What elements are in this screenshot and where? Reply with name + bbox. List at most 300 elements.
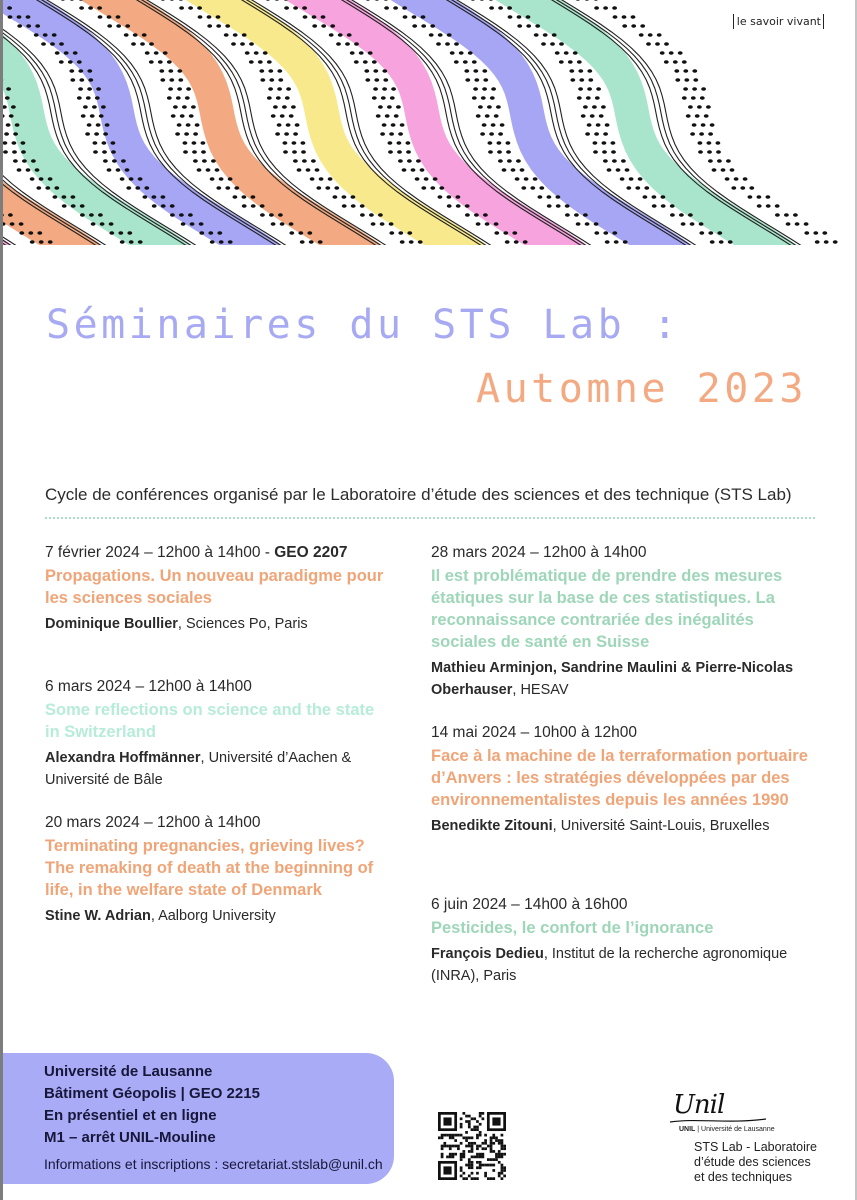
wave-dot <box>120 240 125 244</box>
wave-dot <box>699 231 704 235</box>
wave-dot <box>125 168 130 172</box>
wave-dot <box>13 132 18 136</box>
wave-dot <box>277 69 282 73</box>
wave-dot <box>690 132 695 136</box>
wave-dot <box>3 114 5 118</box>
wave-dot <box>506 150 511 154</box>
wave-dot <box>298 231 303 235</box>
wave-dot <box>394 114 399 118</box>
wave-dot <box>282 105 287 109</box>
wave-dot <box>708 231 713 235</box>
wave-dot <box>284 132 289 136</box>
wave-dot <box>170 204 175 208</box>
wave-dot <box>62 195 67 199</box>
wave-dot <box>716 141 721 145</box>
wave-dot <box>639 33 644 37</box>
event-date: 14 mai 2024 – 10h00 à 12h00 <box>431 724 637 741</box>
wave-dot <box>631 24 636 28</box>
wave-dot <box>36 186 41 190</box>
wave-dot <box>775 213 780 217</box>
wave-dot <box>338 33 343 37</box>
wave-dot <box>334 186 339 190</box>
wave-dot <box>249 42 254 46</box>
wave-dot <box>407 159 412 163</box>
wave-dot <box>251 195 256 199</box>
wave-dot <box>328 177 333 181</box>
wave-dot <box>125 24 130 28</box>
wave-dot <box>276 96 281 100</box>
wave-dot <box>757 195 762 199</box>
wave-dot <box>118 231 123 235</box>
intro-text: Cycle de conférences organisé par le Laboratoire d’étude des sciences et des technique (STS Lab) <box>45 485 792 504</box>
wave-dot <box>68 60 73 64</box>
wave-dot <box>8 213 13 217</box>
wave-dot <box>717 159 722 163</box>
wave-dot <box>670 204 675 208</box>
wave-dot <box>701 87 706 91</box>
wave-dot <box>285 96 290 100</box>
wave-dot <box>190 222 195 226</box>
registration-info: Informations et inscriptions : secretariat.stslab@unil.ch <box>44 1156 383 1172</box>
wave-dot <box>673 60 678 64</box>
wave-dot <box>447 33 452 37</box>
wave-dot <box>316 186 321 190</box>
wave-dot <box>83 105 88 109</box>
wave-dot <box>302 159 307 163</box>
wave-dot <box>21 141 26 145</box>
wave-dot <box>8 15 13 19</box>
wave-dot <box>300 240 305 244</box>
wave-dot <box>421 186 426 190</box>
wave-dot <box>456 204 461 208</box>
wave-dot <box>99 114 104 118</box>
wave-dot <box>100 222 105 226</box>
wave-dot <box>391 87 396 91</box>
wave-dot <box>71 204 76 208</box>
wave-dot <box>219 177 224 181</box>
wave-dot <box>267 96 272 100</box>
wave-dot <box>186 123 191 127</box>
wave-dot <box>61 0 66 1</box>
wave-dot <box>734 177 739 181</box>
wave-dot <box>707 150 712 154</box>
wave-dot <box>384 6 389 10</box>
wave-dot <box>530 186 535 190</box>
wave-dot <box>465 78 470 82</box>
event-item <box>431 895 791 987</box>
wave-dot <box>416 159 421 163</box>
wave-dot <box>260 213 265 217</box>
wave-dot <box>360 204 365 208</box>
wave-dot <box>502 168 507 172</box>
wave-dot <box>652 204 657 208</box>
wave-dot <box>15 123 20 127</box>
wave-dot <box>3 141 7 145</box>
wave-dot <box>330 24 335 28</box>
wave-dot <box>87 123 92 127</box>
wave-dot <box>631 15 636 19</box>
wave-dot <box>445 42 450 46</box>
wave-dot <box>406 141 411 145</box>
wave-dot <box>693 78 698 82</box>
wave-dot <box>109 231 114 235</box>
wave-dot <box>93 141 98 145</box>
wave-dot <box>242 204 247 208</box>
wave-dot <box>297 168 302 172</box>
wave-dot <box>496 105 501 109</box>
wave-dot <box>603 159 608 163</box>
wave-dot <box>149 42 154 46</box>
wave-dot <box>473 87 478 91</box>
wave-dot <box>269 78 274 82</box>
wave-dot <box>629 177 634 181</box>
wave-dot <box>234 186 239 190</box>
wave-dot <box>695 114 700 118</box>
wave-dot <box>520 168 525 172</box>
wave-dot <box>411 168 416 172</box>
wave-dot <box>652 195 657 199</box>
wave-dot <box>154 51 159 55</box>
wave-dot <box>48 177 53 181</box>
wave-dot <box>30 240 35 244</box>
wave-dot <box>378 105 383 109</box>
wave-dot <box>594 0 599 1</box>
wave-dot <box>682 60 687 64</box>
wave-dot <box>225 186 230 190</box>
wave-dot <box>487 105 492 109</box>
wave-dot <box>180 114 185 118</box>
wave-dot <box>55 51 60 55</box>
wave-dot <box>35 168 40 172</box>
wave-dot <box>240 42 245 46</box>
wave-dot <box>280 222 285 226</box>
wave-dot <box>216 186 221 190</box>
wave-dot <box>179 0 184 1</box>
wave-dot <box>585 132 590 136</box>
wave-dot <box>127 231 132 235</box>
wave-dot <box>245 51 250 55</box>
wave-dot <box>489 0 494 1</box>
wave-dot <box>454 42 459 46</box>
wave-dot <box>555 51 560 55</box>
wave-dot <box>824 240 829 244</box>
wave-dot <box>418 240 423 244</box>
event-title: Some reflections on science and the state in Switzerland <box>45 701 375 741</box>
wave-dot <box>286 87 291 91</box>
wave-dot <box>271 222 276 226</box>
wave-dot <box>318 240 323 244</box>
wave-dot <box>371 222 376 226</box>
wave-dot <box>292 150 297 154</box>
wave-dot <box>382 87 387 91</box>
wave-dot <box>215 168 220 172</box>
wave-dot <box>219 240 224 244</box>
wave-dot <box>691 96 696 100</box>
wave-dot <box>168 69 173 73</box>
wave-dot <box>372 96 377 100</box>
wave-dot <box>740 186 745 190</box>
venue-box <box>3 1053 394 1184</box>
wave-dot <box>345 42 350 46</box>
wave-dot <box>661 195 666 199</box>
wave-dot <box>683 69 688 73</box>
wave-dot <box>193 132 198 136</box>
wave-dot <box>201 141 206 145</box>
wave-dot <box>766 204 771 208</box>
dotted-divider <box>45 517 815 519</box>
wave-dot <box>793 213 798 217</box>
wave-dot <box>692 69 697 73</box>
wave-dot <box>277 87 282 91</box>
wave-dot <box>474 78 479 82</box>
wave-dot <box>607 168 612 172</box>
wave-dot <box>167 96 172 100</box>
wave-dot <box>266 0 271 1</box>
wave-dot <box>182 105 187 109</box>
wave-dot <box>670 213 675 217</box>
wave-dot <box>210 177 215 181</box>
wave-dot <box>347 33 352 37</box>
wave-dot <box>112 159 117 163</box>
wave-dot <box>71 195 76 199</box>
wave-dot <box>173 105 178 109</box>
wave-dot <box>103 132 108 136</box>
wave-dot <box>315 168 320 172</box>
wave-dot <box>189 114 194 118</box>
wave-dot <box>283 141 288 145</box>
wave-dot <box>730 168 735 172</box>
wave-dot <box>488 141 493 145</box>
wave-dot <box>712 168 717 172</box>
wave-dot <box>635 186 640 190</box>
wave-dot <box>12 141 17 145</box>
wave-dot <box>420 168 425 172</box>
wave-dot <box>489 6 494 10</box>
wave-dot <box>363 60 368 64</box>
wave-dot <box>178 78 183 82</box>
wave-dot <box>402 168 407 172</box>
wave-dot <box>62 204 67 208</box>
wave-dot <box>233 33 238 37</box>
wave-dot <box>149 60 154 64</box>
wave-dot <box>380 132 385 136</box>
wave-dot <box>594 132 599 136</box>
wave-dot <box>483 213 488 217</box>
wave-dot <box>550 42 555 46</box>
wave-dot <box>421 24 426 28</box>
wave-dot <box>498 6 503 10</box>
wave-dot <box>482 87 487 91</box>
wave-dot <box>201 150 206 154</box>
wave-dot <box>5 96 10 100</box>
wave-dot <box>688 105 693 109</box>
wave-dot <box>375 0 380 1</box>
wave-dot <box>107 24 112 28</box>
wave-dot <box>643 195 648 199</box>
wave-dot <box>342 195 347 199</box>
wave-dot <box>284 6 289 10</box>
wave-dot <box>97 6 102 10</box>
wave-dot <box>594 222 599 226</box>
wave-dot <box>21 150 26 154</box>
wave-hairline <box>497 0 854 245</box>
wave-dot <box>94 132 99 136</box>
wave-dot <box>402 6 407 10</box>
wave-dot <box>387 105 392 109</box>
wave-dot <box>291 105 296 109</box>
wave-dot <box>476 222 481 226</box>
wave-dot <box>289 222 294 226</box>
wave-dot <box>329 33 334 37</box>
wave-dot <box>465 204 470 208</box>
wave-dot <box>183 150 188 154</box>
wave-dot <box>73 51 78 55</box>
qr-code-icon[interactable] <box>438 1112 506 1180</box>
wave-dot <box>472 96 477 100</box>
wave-dot <box>382 69 387 73</box>
logo-swash-icon <box>668 1117 768 1125</box>
wave-dot <box>748 195 753 199</box>
wave-dot <box>50 42 55 46</box>
wave-dot <box>674 69 679 73</box>
wave-dot <box>494 114 499 118</box>
wave-dot <box>254 51 259 55</box>
wave-dot <box>429 33 434 37</box>
wave-dot <box>286 123 291 127</box>
wave-dot <box>197 168 202 172</box>
wave-dot <box>6 123 11 127</box>
wave-dot <box>152 204 157 208</box>
wave-dot <box>86 96 91 100</box>
wave-dot <box>372 60 377 64</box>
wave-dot <box>489 132 494 136</box>
wave-dot <box>333 195 338 199</box>
wave-dot <box>31 159 36 163</box>
wave-dot <box>202 159 207 163</box>
wave-dot <box>707 141 712 145</box>
wave-dot <box>131 42 136 46</box>
wave-dot <box>815 240 820 244</box>
wave-dot <box>39 240 44 244</box>
wave-dot <box>354 60 359 64</box>
wave-dot <box>17 168 22 172</box>
wave-dot <box>690 222 695 226</box>
wave-dot <box>378 213 383 217</box>
wave-dot <box>491 123 496 127</box>
wave-dot <box>454 60 459 64</box>
wave-dot <box>89 213 94 217</box>
wave-dot <box>26 15 31 19</box>
wave-dot <box>508 15 513 19</box>
wave-dot <box>541 42 546 46</box>
wave-dot <box>593 150 598 154</box>
wave-dot <box>163 51 168 55</box>
wave-dot <box>295 123 300 127</box>
wave-dot <box>188 6 193 10</box>
wave-dot <box>197 6 202 10</box>
wave-dot <box>576 222 581 226</box>
wave-dot <box>144 186 149 190</box>
wave-dot <box>389 132 394 136</box>
wave-dot <box>474 213 479 217</box>
wave-dot <box>96 123 101 127</box>
wave-dot <box>179 213 184 217</box>
wave-dot <box>105 123 110 127</box>
wave-dot <box>193 159 198 163</box>
event-room: GEO 2207 <box>274 544 348 561</box>
wave-dot <box>268 87 273 91</box>
wave-dot <box>661 204 666 208</box>
wave-dot <box>483 78 488 82</box>
wave-dot <box>342 204 347 208</box>
wave-dot <box>588 78 593 82</box>
wave-dot <box>101 105 106 109</box>
wave-dot <box>54 186 59 190</box>
wave-dot <box>587 87 592 91</box>
wave-dot <box>199 231 204 235</box>
wave-dot <box>612 159 617 163</box>
wave-dot <box>688 213 693 217</box>
wave-dot <box>12 150 17 154</box>
wave-dot <box>81 114 86 118</box>
wave-dot <box>126 186 131 190</box>
wave-dot <box>482 123 487 127</box>
wave-dot <box>159 69 164 73</box>
wave-dot <box>526 24 531 28</box>
wave-dot <box>398 231 403 235</box>
wave-dot <box>578 87 583 91</box>
wave-dot <box>231 42 236 46</box>
wave-dot <box>547 195 552 199</box>
wave-dot <box>351 204 356 208</box>
wave-dot <box>28 231 33 235</box>
wave-dot <box>303 15 308 19</box>
wave-dot <box>657 33 662 37</box>
wave-dot <box>64 51 69 55</box>
wave-dot <box>464 69 469 73</box>
wave-dot <box>216 24 221 28</box>
wave-dot <box>605 123 610 127</box>
wave-dot <box>465 213 470 217</box>
wave-dot <box>570 78 575 82</box>
event-title: Pesticides, le confort de l’ignorance <box>431 919 714 937</box>
wave-dot <box>568 60 573 64</box>
wave-dot <box>351 195 356 199</box>
wave-dot <box>350 51 355 55</box>
event-speaker: François Dedieu, Institut de la recherche agronomique (INRA), Paris <box>431 946 788 984</box>
wave-dot <box>749 186 754 190</box>
wave-dot <box>743 177 748 181</box>
wave-dot <box>9 114 14 118</box>
wave-dot <box>260 204 265 208</box>
wave-dot <box>517 15 522 19</box>
wave-dot <box>595 96 600 100</box>
wave-dot <box>620 177 625 181</box>
wave-dot <box>577 96 582 100</box>
event-date: 28 mars 2024 – 12h00 à 14h00 <box>431 544 647 561</box>
wave-dot <box>497 150 502 154</box>
wave-dot <box>586 96 591 100</box>
wave-dot <box>684 78 689 82</box>
wave-dot <box>373 69 378 73</box>
wave-dot <box>503 231 508 235</box>
wave-dot <box>804 231 809 235</box>
wave-dot <box>775 204 780 208</box>
wave-dot <box>310 177 315 181</box>
wave-dot <box>708 132 713 136</box>
wave-dot <box>184 132 189 136</box>
wave-dot <box>640 24 645 28</box>
